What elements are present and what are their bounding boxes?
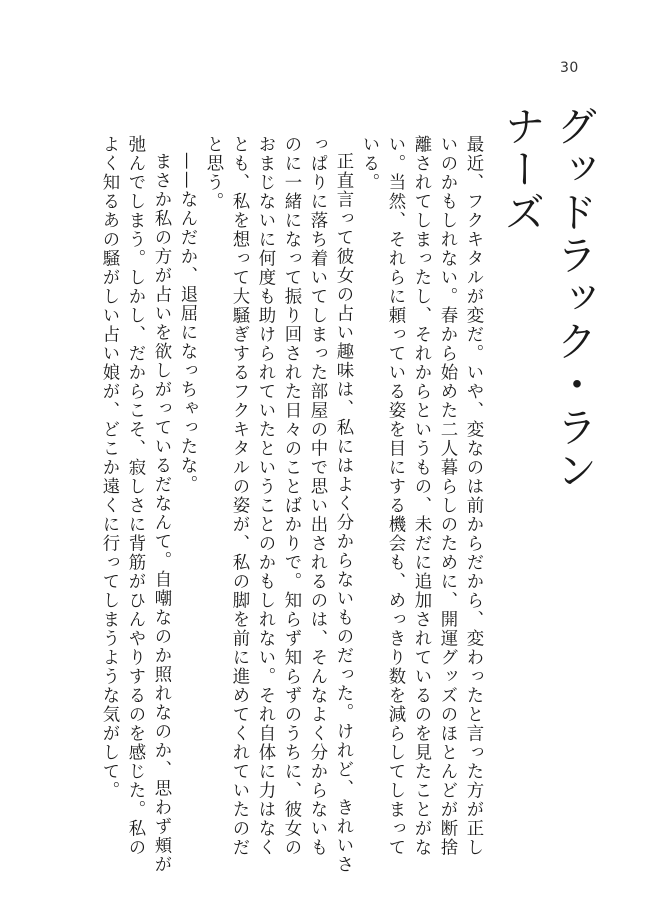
page-number: 30 bbox=[560, 60, 579, 76]
body-text bbox=[99, 135, 486, 875]
paragraph: 最近、フクキタルが変だ。いや、変なのは前からだから、変わったと言った方が正しいのかもしれない。春から始めた二人暮らしのために、開運グッズのほとんどが断捨離されてしまったし、それからというもの、未だに追加されているのを見たことがない。当然、それらに頼っている姿を目にする機会も、めっきり数を減らしてしまっている。 bbox=[359, 135, 483, 857]
paragraph: ——なんだか、退屈になっちゃったな。 bbox=[177, 152, 197, 495]
paragraph: まさか私の方が占いを欲しがっているだなんて。自嘲なのか照れなのか、思わず頬が弛んでしまう。しかし、だからこそ、寂しさに背筋がひんやりするのを感じた。私のよく知るあの騒がしい占い娘が、どこか遠くに行ってしまうような気がして。 bbox=[99, 135, 171, 875]
chapter-title: グッドラック・ランナーズ bbox=[497, 105, 598, 492]
paragraph: 正直言って彼女の占い趣味は、私にはよく分からないものだった。けれど、きれいさっぱりに落ち着いてしまった部屋の中で思い出されるのは、そんなよく分からないものに一緒になって振り回された日々のことばかりで。知らず知らずのうちに、彼女のおまじないに何度も助けられていたということのかもしれない。それ自体に力はなくとも、私を想って大騒ぎするフクキタルの姿が、私の脚を前に進めてくれていたのだと思う。 bbox=[203, 135, 353, 875]
